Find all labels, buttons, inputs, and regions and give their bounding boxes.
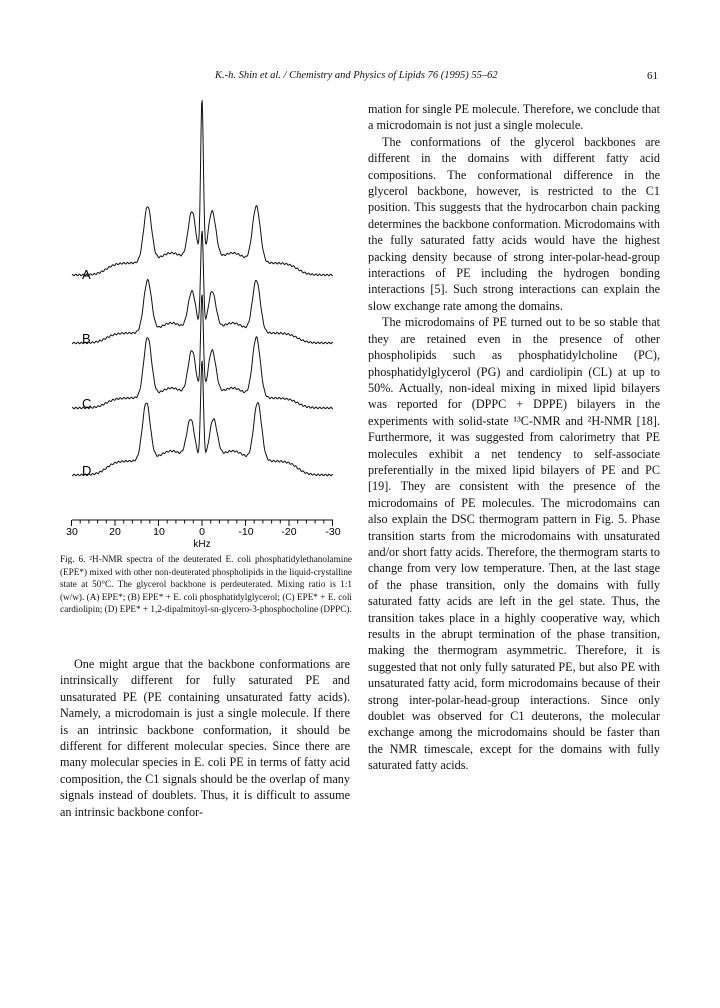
tick-label-0: 0 <box>199 526 205 538</box>
tick-label-20: 20 <box>109 526 121 538</box>
nmr-spectra-figure <box>60 95 350 550</box>
page-number: 61 <box>647 70 658 82</box>
running-head: K.-h. Shin et al. / Chemistry and Physics of Lipids 76 (1995) 55–62 <box>215 70 498 81</box>
spectrum-trace <box>72 361 333 476</box>
tick-label-minus30: -30 <box>325 526 341 538</box>
left-column <box>60 656 350 820</box>
spectra-svg <box>60 95 350 550</box>
spectrum-label-d: D <box>82 463 92 478</box>
paragraph: mation for single PE molecule. Therefore, we conclude that a microdomain is not just a single molecule. <box>368 102 660 133</box>
spectrum-trace <box>72 295 333 409</box>
tick-label-minus10: -10 <box>238 526 254 538</box>
paragraph: The conformations of the glycerol backbones are different in the domains with different fatty acid compositions. The conformational difference in the glycerol backbone, however, is restricted to the C1 position. This suggests that the hydrocarbon chain packing determines the backbone conformation. Microdomains with the fully saturated fatty acids would have the highest packing density because of strong inter-polar-head-group interactions of PE including the hydrogen bonding interactions [5]. Such strong interactions can explain the slow exchange rate among the domains. <box>368 134 660 313</box>
paragraph: The microdomains of PE turned out to be so stable that they are retained even in the presence of other phospholipids such as phosphatidylcholine (PC), phosphatidylglycerol (PG) and cardiolipin (CL) at up to 50%. Actually, non-ideal mixing in mixed lipid bilayers was reported for (DPPC + DPPE) bilayers in the experiments with solid-state ¹³C-NMR and ²H-NMR [18]. Furthermore, it was suggested from calorimetry that PE molecules exhibit a net tendency to self-associate preferentially in the mixed lipid bilayers of PE and PC [19]. They are consistent with the presence of the microdomains of PE molecules. The microdomains can also explain the DSC thermogram pattern in Fig. 5. Phase transition starts from the microdomains with unsaturated and/or short fatty acids. Therefore, the thermogram starts to change from very low temperature. Then, at the last stage of the phase transition, only the domains with fully saturated fatty acids are left in the gel state. Thus, the transition takes place in a highly cooperative way, which results in the abrupt termination of the phase transition, making the thermogram asymmetric. Therefore, it is suggested that not only fully saturated PE, but also PE with unsaturated fatty acid, form microdomains because of their strong inter-polar-head-group interactions. Since only doublet was observed for C1 deuterons, the molecular exchange among the microdomains should be faster than the NMR timescale, except for the domains with fully saturated fatty acids. <box>368 315 660 773</box>
tick-label-30: 30 <box>66 526 78 538</box>
spectrum-label-a: A <box>82 267 91 282</box>
right-column <box>368 101 660 774</box>
spectrum-trace <box>72 231 333 344</box>
axis-unit: kHz <box>193 539 211 550</box>
spectrum-label-c: C <box>82 396 92 411</box>
spectrum-label-b: B <box>82 331 91 346</box>
tick-label-10: 10 <box>153 526 165 538</box>
paragraph: One might argue that the backbone conformations are intrinsically different for fully saturated PE and unsaturated PE (PE containing unsaturated fatty acids). Namely, a microdomain is just a single molecule. If there is an intrinsic backbone conformation, it should be different for different molecular species. Since there are many molecular species in E. coli PE in terms of fatty acid composition, the C1 signals should be the overlap of many signals instead of doublets. Thus, it is difficult to assume an intrinsic backbone confor- <box>60 657 350 819</box>
page-header <box>0 70 720 86</box>
tick-label-minus20: -20 <box>281 526 297 538</box>
figure-caption: Fig. 6. ²H-NMR spectra of the deuterated E. coli phosphatidylethanolamine (EPE*) mixed with other non-deuterated phospholipids in the liquid-crystalline state at 50°C. The glycerol backbone is perdeuterated. Mixing ratio is 1:1 (w/w). (A) EPE*; (B) EPE* + E. coli phosphatidylglycerol; (C) EPE* + E. coli cardiolipin; (D) EPE* + 1,2-dipalmitoyl-sn-glycero-3-phosphocholine (DPPC). <box>60 554 352 615</box>
